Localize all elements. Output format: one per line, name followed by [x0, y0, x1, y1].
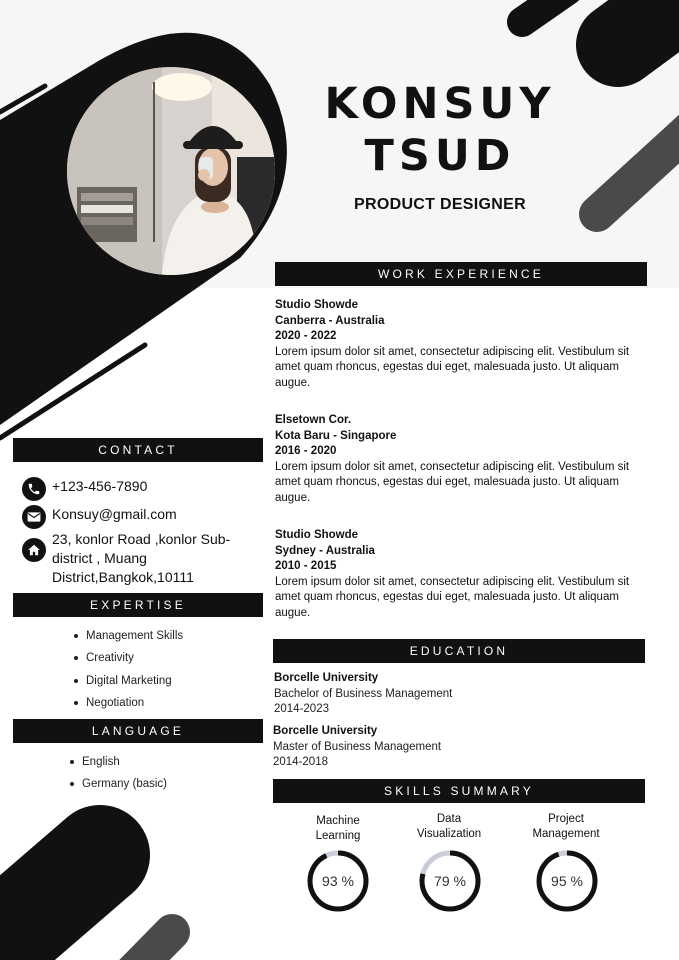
education-years: 2014-2023: [274, 703, 329, 715]
home-icon: [22, 538, 46, 562]
skill-title-line: Data: [436, 813, 462, 825]
gauge-label: 95 %: [551, 873, 583, 889]
bottom-pill-grey: [115, 932, 172, 960]
education-entry-1: [274, 671, 654, 718]
skill-title-line: Visualization: [416, 828, 482, 840]
work-company: Studio Showde: [275, 299, 359, 311]
skill-title-line: Project: [548, 813, 584, 825]
work-experience-heading: WORK EXPERIENCE: [275, 262, 647, 286]
education-degree: Bachelor of Business Management: [274, 687, 453, 700]
skill-title-line: Management: [532, 828, 600, 840]
last-name: TSUD: [364, 131, 516, 181]
contact-heading: CONTACT: [13, 438, 263, 462]
work-company: Elsetown Cor.: [275, 414, 352, 426]
contact-phone: [22, 477, 262, 501]
bottom-pill-large: [0, 855, 100, 950]
profile-photo-illustration: [67, 67, 275, 275]
work-location: Canberra - Australia: [275, 314, 385, 327]
list-item: Management Skills: [70, 625, 183, 647]
work-years: 2016 - 2020: [275, 445, 337, 457]
language-heading: LANGUAGE: [13, 719, 263, 743]
skill-gauge-data-visualization: [418, 849, 482, 913]
work-description: Lorem ipsum dolor sit amet, consectetur adipiscing elit. Vestibulum sit amet quam rhoncus, egestas dui eget, malesuada justo. Ut aliquam augue.: [275, 575, 630, 619]
postal-address: 23, konlor Road ,konlor Sub-district , Muang District,Bangkok,10111: [52, 531, 231, 585]
list-item: Digital Marketing: [70, 670, 183, 692]
skill-title-project-management: [516, 812, 616, 842]
education-degree: Master of Business Management: [273, 740, 442, 753]
work-description: Lorem ipsum dolor sit amet, consectetur adipiscing elit. Vestibulum sit amet quam rhoncus, egestas dui eget, malesuada justo. Ut aliquam augue.: [275, 460, 630, 504]
skill-gauge-machine-learning: [306, 849, 370, 913]
contact-email: [22, 505, 262, 529]
work-company: Studio Showde: [275, 529, 359, 541]
first-name: KONSUY: [324, 79, 556, 129]
education-school: Borcelle University: [274, 672, 379, 684]
work-location: Sydney - Australia: [275, 544, 375, 557]
skill-title-line: Machine: [316, 815, 360, 827]
gauge-label: 79 %: [434, 873, 466, 889]
education-school: Borcelle University: [273, 725, 378, 737]
education-years: 2014-2018: [273, 756, 328, 768]
education-heading: EDUCATION: [273, 639, 645, 663]
email-address[interactable]: Konsuy@gmail.com: [52, 506, 177, 522]
mail-icon: [22, 505, 46, 529]
skill-title-machine-learning: [288, 814, 388, 844]
language-list: [66, 751, 167, 796]
gauge-label: 93 %: [322, 873, 354, 889]
right-pill-grey: [597, 120, 679, 214]
profile-photo: [67, 67, 275, 275]
education-entry-2: [273, 724, 653, 771]
top-pill-small: [522, 0, 568, 22]
skill-gauge-project-management: [535, 849, 599, 913]
job-title: PRODUCT DESIGNER: [354, 196, 526, 213]
work-description: Lorem ipsum dolor sit amet, consectetur adipiscing elit. Vestibulum sit amet quam rhoncus, egestas dui eget, malesuada justo. Ut aliquam augue.: [275, 345, 630, 389]
work-location: Kota Baru - Singapore: [275, 429, 397, 442]
list-item: Negotiation: [70, 692, 183, 714]
phone-icon: [22, 477, 46, 501]
work-years: 2010 - 2015: [275, 560, 337, 572]
expertise-list: [70, 625, 183, 714]
work-entry-3: [275, 528, 655, 621]
work-years: 2020 - 2022: [275, 330, 337, 342]
skill-title-data-visualization: [399, 812, 499, 842]
expertise-heading: EXPERTISE: [13, 593, 263, 617]
list-item: Creativity: [70, 647, 183, 669]
skills-summary-heading: SKILLS SUMMARY: [273, 779, 645, 803]
list-item: English: [66, 751, 167, 773]
work-entry-2: [275, 413, 655, 506]
work-entry-1: [275, 298, 655, 391]
skill-title-line: Learning: [315, 830, 361, 842]
contact-address: [22, 530, 262, 587]
phone-number[interactable]: +123-456-7890: [52, 478, 148, 494]
list-item: Germany (basic): [66, 773, 167, 795]
top-pill-large: [618, 0, 679, 45]
